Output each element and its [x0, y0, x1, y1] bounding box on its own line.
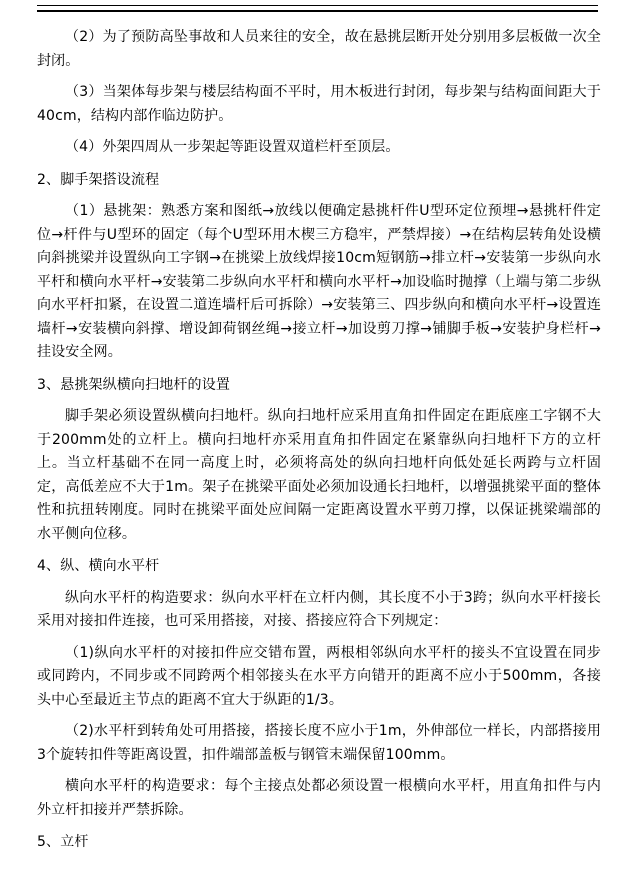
paragraph-safety-closure: （2）为了预防高坠事故和人员来往的安全，故在悬挑层断开处分别用多层板做一次全封闭。: [37, 29, 601, 69]
paragraph-longitudinal-bar: 纵向水平杆的构造要求：纵向水平杆在立杆内侧，其长度不小于3跨；纵向水平杆接长采用对接扣件连接，也可采用搭接，对接、搭接应符合下列规定：: [37, 589, 601, 629]
paragraph-cantilever-process: （1）悬挑架：熟悉方案和图纸→放线以便确定悬挑杆件U型环定位预埋→悬挑杆件定位→杆件与U型环的固定（每个U型环用木楔三方稳牢，严禁焊接）→在结构层转角处设横向斜挑梁并设置纵向工字钢→在挑梁上放线焊接10cm短钢筋→排立杆→安装第一步纵向水平杆和横向水平杆→安装第二步纵向水平杆和横向水平杆→加设临时抛撑（上端与第二步纵向水平杆扣紧，在设置二道连墙杆后可拆除）→安装第三、四步纵向和横向水平杆→设置连墙杆→安装横向斜撑、增设卸荷钢丝绳→接立杆→加设剪刀撑→铺脚手板→安装护身栏杆→挂设安全网。: [37, 203, 601, 360]
paragraph-double-railing: （4）外架四周从一步架起等距设置双道栏杆至顶层。: [65, 139, 400, 155]
page-top-rule: [37, 5, 598, 6]
paragraph-butt-joint: （1)纵向水平杆的对接扣件应交错布置，两根相邻纵向水平杆的接头不宜设置在同步或同跨内，不同步或不同跨两个相邻接头在水平方向错开的距离不应小于500mm，各接头中心至最近主节点的距离不宜大于纵距的1/3。: [37, 644, 601, 708]
heading-erection-process: 2、脚手架搭设流程: [37, 171, 160, 188]
page-top-rule-thick: [37, 10, 598, 12]
document-page: [37, 26, 601, 855]
paragraph-sweep-bar: 脚手架必须设置纵横向扫地杆。纵向扫地杆应采用直角扣件固定在距底座工字钢不大于200mm处的立杆上。横向扫地杆亦采用直角扣件固定在紧靠纵向扫地杆下方的立杆上。当立杆基础不在同一高度上时，必须将高处的纵向扫地杆向低处延长两跨与立杆固定，高低差应不大于1m。架子在挑梁平面处必须加设通长扫地杆，以增强挑梁平面的整体性和抗扭转刚度。同时在挑梁平面处应间隔一定距离设置水平剪刀撑，以保证挑梁端部的水平侧向位移。: [37, 408, 601, 542]
heading-upright-pole: 5、立杆: [37, 834, 89, 850]
paragraph-board-closure: （3）当架体每步架与楼层结构面不平时，用木板进行封闭，每步架与结构面间距大于40cm，结构内部作临边防护。: [37, 84, 601, 124]
heading-horizontal-bars: 4、纵、横向水平杆: [37, 558, 160, 574]
heading-sweep-bar: 3、悬挑架纵横向扫地杆的设置: [37, 376, 231, 393]
paragraph-lap-joint: （2)水平杆到转角处可用搭接，搭接长度不应小于1m，外伸部位一样长，内部搭接用3个旋转扣件等距离设置，扣件端部盖板与钢管末端保留100mm。: [37, 723, 601, 763]
paragraph-transverse-bar: 横向水平杆的构造要求：每个主接点处都必须设置一根横向水平杆，用直角扣件与内外立杆扣接并严禁拆除。: [37, 778, 601, 818]
